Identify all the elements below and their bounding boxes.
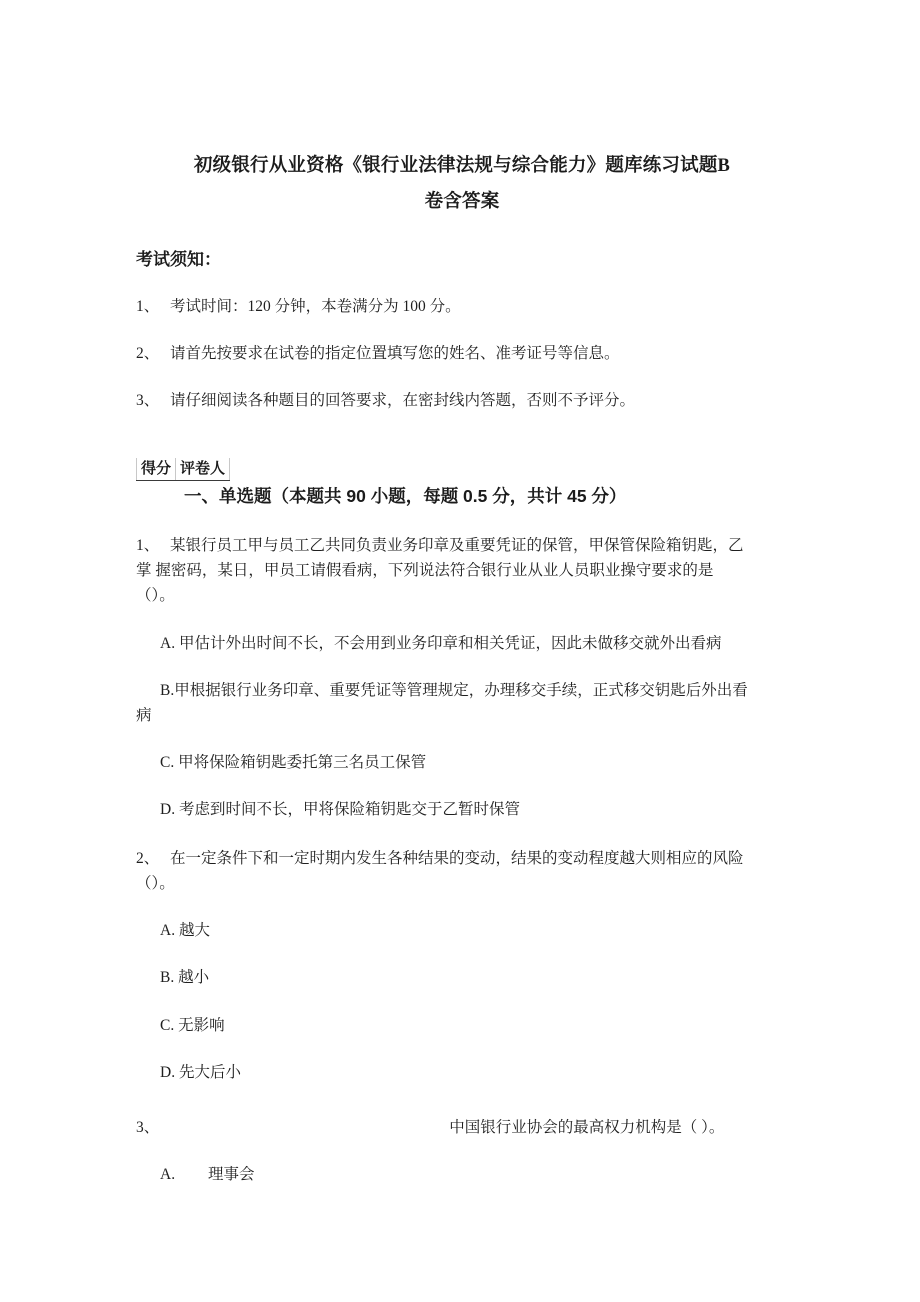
- question-3: [136, 1115, 788, 1140]
- notice-number-1: 1、: [136, 298, 160, 316]
- option-text-a: 甲估计外出时间不长，不会用到业务印章和相关凭证，因此未做移交就外出看病: [178, 634, 722, 652]
- notice-text-2: 请首先按要求在试卷的指定位置填写您的姓名、准考证号等信息。: [170, 345, 620, 363]
- option-text-d: 先大后小: [178, 1063, 241, 1081]
- option-label-d: D.: [160, 800, 176, 818]
- question-1-option-b: [136, 678, 788, 728]
- option-label-a: A.: [160, 1165, 176, 1183]
- question-1-option-c: [160, 750, 788, 775]
- notice-item-1: [136, 295, 788, 320]
- question-2-option-c: [160, 1013, 788, 1038]
- question-number-2: 2、: [136, 850, 160, 868]
- notice-text-1: 考试时间：120 分钟，本卷满分为 100 分。: [170, 298, 461, 316]
- question-number-1: 1、: [136, 537, 160, 555]
- table-row: [137, 458, 230, 481]
- title-line-1: 初级银行从业资格《银行业法律法规与综合能力》题库练习试题B: [193, 156, 731, 176]
- question-number-3: 3、: [136, 1118, 160, 1136]
- question-2-option-b: [160, 965, 788, 990]
- option-text-b: 甲根据银行业务印章、重要凭证等管理规定，办理移交手续，正式移交钥匙后外出看: [174, 681, 748, 699]
- grader-cell: 评卷人: [176, 458, 230, 481]
- option-text-a: 理事会: [208, 1165, 255, 1183]
- option-label-c: C.: [160, 753, 175, 771]
- question-stem-2-line-2: （）。: [136, 875, 175, 893]
- option-label-b: B.: [160, 681, 175, 699]
- question-1: [136, 533, 788, 608]
- question-stem-1-line-2: 掌 握密码，某日，甲员工请假看病，下列说法符合银行业从业人员职业操守要求的是: [136, 562, 714, 580]
- option-label-b: B.: [160, 969, 175, 987]
- title-line-2: 卷含答案: [424, 192, 500, 213]
- score-cell: 得分: [137, 458, 176, 481]
- option-text-d: 考虑到时间不长，甲将保险箱钥匙交于乙暂时保管: [178, 800, 520, 818]
- question-2: [136, 846, 788, 896]
- score-box-wrapper: [136, 458, 788, 481]
- option-text-b-continuation: 病: [136, 706, 152, 724]
- score-box: [136, 458, 230, 481]
- question-1-option-d: [160, 797, 788, 822]
- notice-text-3: 请仔细阅读各种题目的回答要求，在密封线内答题，否则不予评分。: [170, 391, 636, 409]
- notice-heading: 考试须知：: [136, 250, 221, 270]
- notice-item-2: [136, 342, 788, 367]
- option-text-c: 无影响: [178, 1016, 225, 1034]
- question-stem-2-line-1: 在一定条件下和一定时期内发生各种结果的变动，结果的变动程度越大则相应的风险: [170, 850, 744, 868]
- option-text-a: 越大: [178, 922, 210, 940]
- page-title: [136, 148, 788, 220]
- question-stem-3-line-1: 中国银行业协会的最高权力机构是（ ）。: [449, 1118, 725, 1136]
- option-label-a: A.: [160, 922, 176, 940]
- option-label-d: D.: [160, 1063, 176, 1081]
- option-text-b: 越小: [178, 969, 210, 987]
- notice-number-2: 2、: [136, 345, 160, 363]
- option-text-c: 甲将保险箱钥匙委托第三名员工保管: [178, 753, 427, 771]
- question-3-option-a: [160, 1162, 788, 1187]
- notice-item-3: [136, 389, 788, 414]
- question-1-option-a: [160, 631, 788, 656]
- question-2-option-a: [160, 918, 788, 943]
- question-stem-1-line-3: （）。: [136, 587, 175, 605]
- notice-number-3: 3、: [136, 391, 160, 409]
- question-stem-1-line-1: 某银行员工甲与员工乙共同负责业务印章及重要凭证的保管，甲保管保险箱钥匙，乙: [170, 537, 744, 555]
- question-2-option-d: [160, 1060, 788, 1085]
- section-heading: 一、单选题（本题共 90 小题，每题 0.5 分，共计 45 分）: [184, 485, 627, 506]
- page-content: [136, 0, 788, 1187]
- option-label-a: A.: [160, 634, 176, 652]
- option-label-c: C.: [160, 1016, 175, 1034]
